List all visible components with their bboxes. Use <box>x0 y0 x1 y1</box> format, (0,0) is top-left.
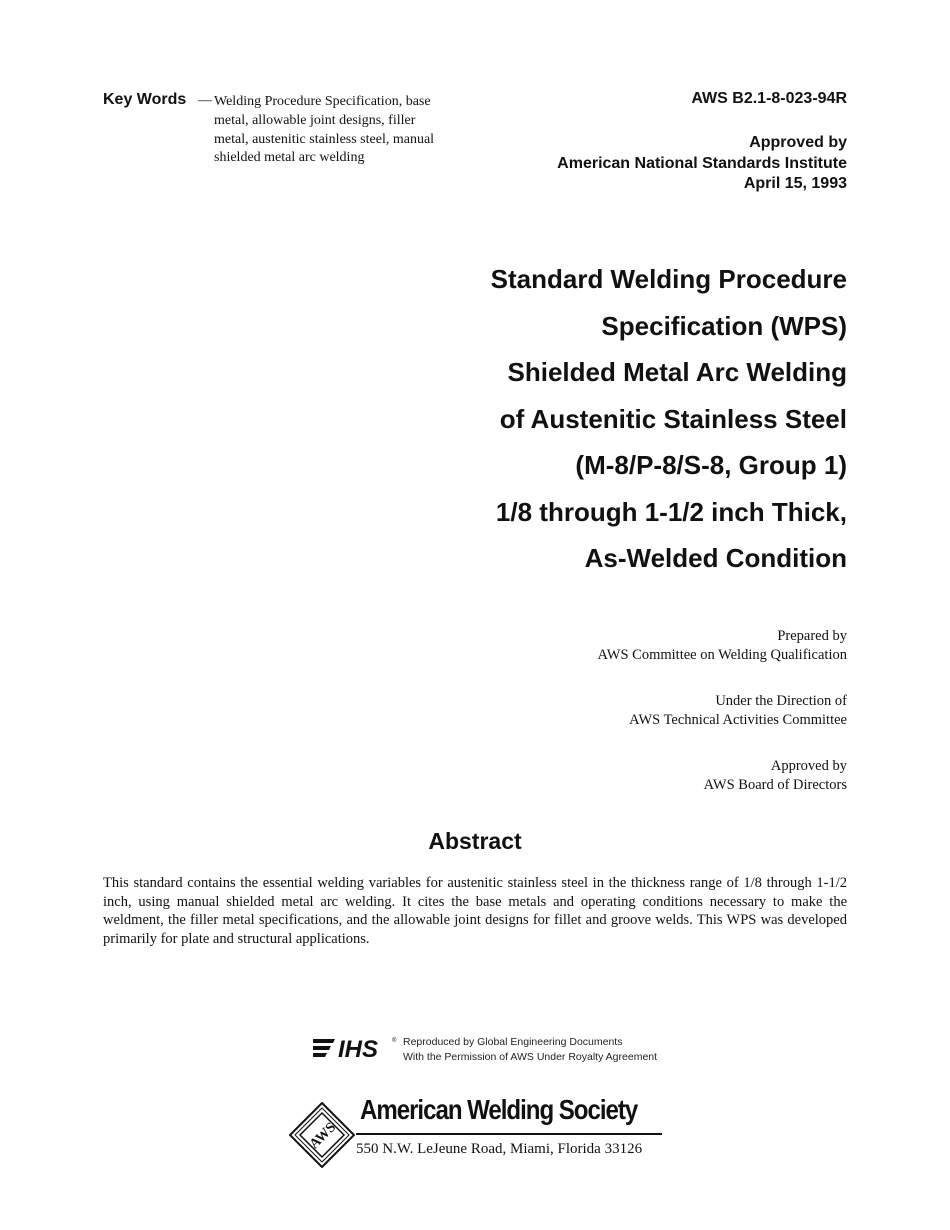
title-line: (M-8/P-8/S-8, Group 1) <box>575 450 847 480</box>
aws-name: American Welding Society <box>360 1094 638 1125</box>
keywords-label: Key Words <box>103 91 187 108</box>
ihs-logo <box>313 1035 398 1066</box>
approved-by-board <box>447 757 847 794</box>
aws-divider <box>356 1133 662 1135</box>
ihs-logo-text: IHS <box>338 1036 379 1061</box>
abstract-body: This standard contains the essential welding variables for austenitic stainless steel in the thickness range of 1/8 through 1-1/2 inch, using manual shielded metal arc welding. It cites the base metals and operating conditions necessary to make the weldment, the filler metal specifications, and the allowable joint designs for fillet and groove welds. This WPS was developed primarily for plate and structural applications. <box>103 875 847 947</box>
title-line: Standard Welding Procedure <box>490 264 847 294</box>
board-approval-label: Approved by <box>770 758 847 774</box>
ihs-notice <box>403 1035 657 1065</box>
keywords-text: Welding Procedure Specification, base metal, allowable joint designs, filler metal, austenitic stainless steel, manual shielded metal arc welding <box>214 94 435 166</box>
prepared-by <box>447 627 847 664</box>
ihs-notice-line1: Reproduced by Global Engineering Documents <box>403 1036 623 1048</box>
ihs-notice-line2: With the Permission of AWS Under Royalty Agreement <box>403 1051 658 1063</box>
board-name: AWS Board of Directors <box>703 776 847 793</box>
document-title <box>347 256 847 582</box>
aws-logo-icon <box>289 1102 355 1173</box>
title-line: 1/8 through 1-1/2 inch Thick, <box>495 496 847 527</box>
direction-label: Under the Direction of <box>715 693 847 709</box>
approval-date: April 15, 1993 <box>743 175 847 192</box>
registered-mark: ® <box>392 1038 397 1044</box>
title-line: As-Welded Condition <box>584 543 847 573</box>
under-direction <box>447 692 847 729</box>
title-line: Specification (WPS) <box>601 310 847 341</box>
title-line: of Austenitic Stainless Steel <box>499 403 847 434</box>
keywords-dash: — <box>198 93 212 108</box>
title-line: Shielded Metal Arc Welding <box>507 357 847 387</box>
document-designation: AWS B2.1-8-023-94R <box>691 90 847 107</box>
prepared-label: Prepared by <box>777 628 847 644</box>
direction-committee: AWS Technical Activities Committee <box>629 711 847 728</box>
ansi-approval <box>557 133 847 195</box>
abstract-heading: Abstract <box>428 828 522 854</box>
approval-label: Approved by <box>749 134 847 151</box>
approval-body: American National Standards Institute <box>557 154 847 172</box>
aws-address: 550 N.W. LeJeune Road, Miami, Florida 33126 <box>356 1141 643 1157</box>
prepared-committee: AWS Committee on Welding Qualification <box>597 646 847 663</box>
aws-logo-text: AWS <box>307 1120 340 1153</box>
